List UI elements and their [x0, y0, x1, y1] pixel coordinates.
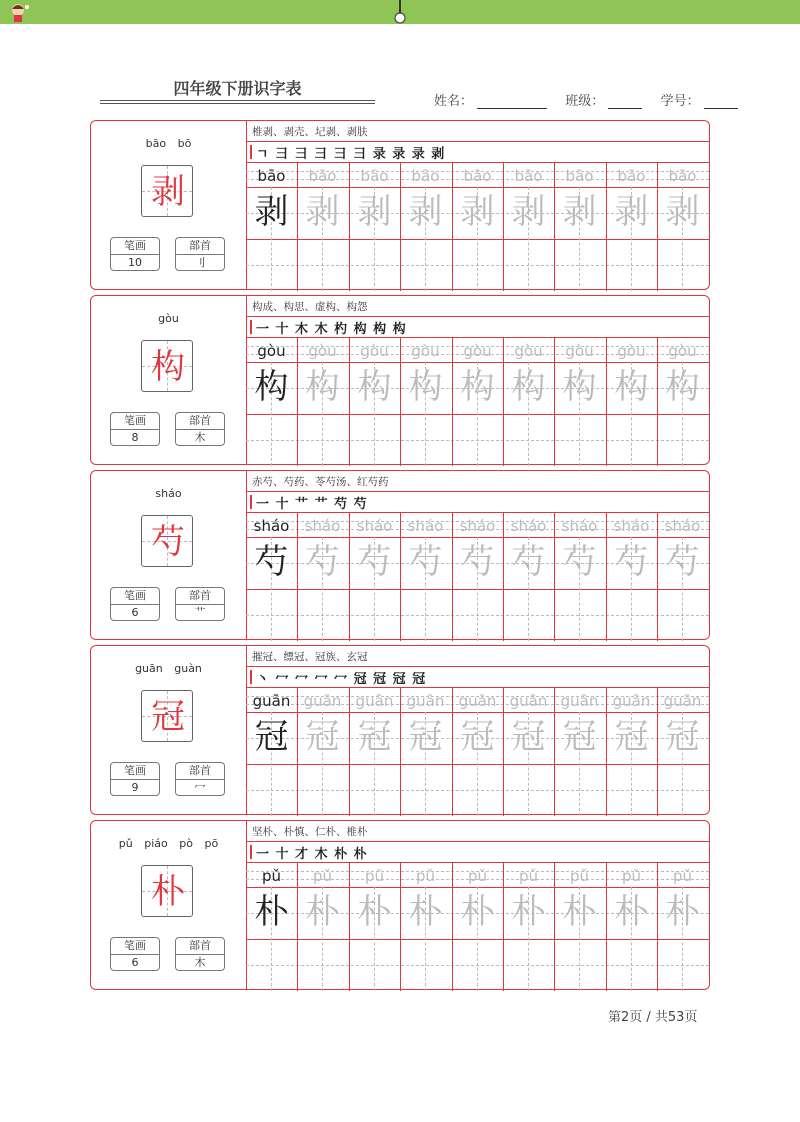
- stroke-order: 一 十 艹 艹 芍 芍: [256, 497, 368, 512]
- character-trace[interactable]: 剥: [665, 192, 700, 232]
- big-character: 芍: [151, 522, 185, 562]
- card-info-panel: [91, 646, 247, 814]
- stroke-count-value: 10: [128, 256, 142, 269]
- character-trace[interactable]: 朴: [562, 892, 597, 932]
- pinyin-trace: bāo: [668, 167, 697, 185]
- pinyin-trace: bāo: [360, 167, 389, 185]
- pinyin-trace: gòu: [308, 342, 337, 360]
- practice-panel: [246, 821, 709, 989]
- character-trace[interactable]: 剥: [460, 192, 495, 232]
- character-trace[interactable]: 芍: [614, 542, 649, 582]
- radical-label: 部首: [176, 588, 224, 605]
- radical-value: 木: [194, 956, 206, 969]
- character-model: 剥: [254, 192, 289, 232]
- class-field[interactable]: [608, 94, 642, 109]
- pinyin-trace: gòu: [617, 342, 646, 360]
- card-info-panel: [91, 296, 247, 464]
- character-trace[interactable]: 冠: [562, 717, 597, 757]
- character-trace[interactable]: 构: [460, 367, 495, 407]
- character-trace[interactable]: 芍: [357, 542, 392, 582]
- pinyin-trace: pǔ: [312, 867, 333, 885]
- row-divider: [246, 666, 709, 667]
- character-model: 朴: [254, 892, 289, 932]
- practice-panel: [246, 121, 709, 289]
- pinyin-trace: sháo: [304, 517, 341, 535]
- character-trace[interactable]: 构: [305, 367, 340, 407]
- pinyin-readings: guān guàn: [135, 662, 202, 675]
- practice-panel: [246, 296, 709, 464]
- character-trace[interactable]: 朴: [305, 892, 340, 932]
- example-words: 赤芍、芍药、苓芍汤、红芍药: [252, 476, 389, 488]
- radical-box: [175, 237, 225, 271]
- stroke-count-value: 6: [131, 956, 139, 969]
- pinyin-trace: gòu: [411, 342, 440, 360]
- character-trace[interactable]: 剥: [305, 192, 340, 232]
- character-trace[interactable]: 冠: [408, 717, 443, 757]
- pinyin-trace: gòu: [360, 342, 389, 360]
- radical-label: 部首: [176, 413, 224, 430]
- stroke-count-label: 笔画: [111, 588, 159, 605]
- stroke-count-value: 6: [131, 606, 139, 619]
- example-words: 椎剥、剥壳、圮剥、剥肤: [252, 126, 368, 138]
- student-id-field[interactable]: [704, 94, 738, 109]
- big-character: 冠: [151, 697, 185, 737]
- pinyin-trace: pǔ: [672, 867, 693, 885]
- pinyin-model: pǔ: [261, 867, 282, 885]
- title-underline: [100, 103, 375, 104]
- pinyin-trace: sháo: [407, 517, 444, 535]
- page-title: 四年级下册识字表: [173, 79, 302, 98]
- stroke-order: 一 十 才 木 朴 朴: [256, 847, 368, 862]
- pinyin-trace: sháo: [459, 517, 496, 535]
- radical-value: 刂: [194, 256, 206, 269]
- character-card: [90, 120, 710, 290]
- character-trace[interactable]: 剥: [357, 192, 392, 232]
- character-trace[interactable]: 冠: [511, 717, 546, 757]
- pinyin-trace: guān: [612, 692, 651, 710]
- pinyin-trace: guān: [663, 692, 702, 710]
- radical-label: 部首: [176, 938, 224, 955]
- stroke-count-box: [110, 412, 160, 446]
- character-trace[interactable]: 朴: [357, 892, 392, 932]
- character-card: [90, 295, 710, 465]
- pinyin-readings: bāo bō: [145, 137, 192, 150]
- pinyin-trace: sháo: [613, 517, 650, 535]
- student-id-label: 学号：: [660, 94, 700, 109]
- row-divider: [246, 141, 709, 142]
- title-underline: [100, 100, 375, 101]
- radical-box: [175, 587, 225, 621]
- pinyin-model: bāo: [257, 167, 286, 185]
- pinyin-trace: bāo: [514, 167, 543, 185]
- big-character-box: [141, 165, 193, 217]
- character-trace[interactable]: 剥: [562, 192, 597, 232]
- character-trace[interactable]: 芍: [562, 542, 597, 582]
- character-trace[interactable]: 剥: [614, 192, 649, 232]
- character-trace[interactable]: 芍: [305, 542, 340, 582]
- character-trace[interactable]: 朴: [460, 892, 495, 932]
- character-trace[interactable]: 冠: [305, 717, 340, 757]
- pinyin-trace: sháo: [561, 517, 598, 535]
- character-trace[interactable]: 朴: [511, 892, 546, 932]
- pinyin-trace: sháo: [356, 517, 393, 535]
- character-trace[interactable]: 剥: [408, 192, 443, 232]
- character-trace[interactable]: 构: [511, 367, 546, 407]
- character-trace[interactable]: 构: [408, 367, 443, 407]
- card-info-panel: [91, 471, 247, 639]
- pinyin-trace: guān: [560, 692, 599, 710]
- character-model: 冠: [254, 717, 289, 757]
- pinyin-trace: bāo: [308, 167, 337, 185]
- character-model: 构: [254, 367, 289, 407]
- pinyin-trace: pǔ: [569, 867, 590, 885]
- class-label: 班级：: [565, 94, 605, 109]
- stroke-order: ㄱ ⺕ ⺕ ⺕ 彐 彐 录 录 录 剥: [256, 147, 446, 162]
- pinyin-trace: guān: [355, 692, 394, 710]
- pinyin-trace: bāo: [411, 167, 440, 185]
- pinyin-trace: gòu: [463, 342, 492, 360]
- character-trace[interactable]: 芍: [460, 542, 495, 582]
- card-info-panel: [91, 121, 247, 289]
- pinyin-trace: pǔ: [621, 867, 642, 885]
- writing-grid: [246, 513, 709, 641]
- pinyin-trace: pǔ: [467, 867, 488, 885]
- pinyin-trace: bāo: [463, 167, 492, 185]
- pinyin-trace: guān: [303, 692, 342, 710]
- big-character: 构: [151, 347, 185, 387]
- character-trace[interactable]: 芍: [511, 542, 546, 582]
- row-divider: [246, 491, 709, 492]
- stroke-order: 丶 冖 冖 冖 冖 冠 冠 冠 冠: [256, 672, 427, 687]
- character-trace[interactable]: 芍: [408, 542, 443, 582]
- name-field[interactable]: [477, 94, 547, 109]
- stroke-count-label: 笔画: [111, 938, 159, 955]
- pinyin-trace: bāo: [565, 167, 594, 185]
- student-info: [434, 90, 738, 109]
- character-trace[interactable]: 朴: [408, 892, 443, 932]
- stroke-marker: [250, 320, 252, 334]
- stroke-count-label: 笔画: [111, 413, 159, 430]
- name-label: 姓名：: [434, 94, 474, 109]
- example-words: 构成、构思、虚构、构怨: [252, 301, 368, 313]
- character-trace[interactable]: 构: [357, 367, 392, 407]
- pinyin-readings: gòu: [158, 312, 179, 325]
- character-trace[interactable]: 构: [665, 367, 700, 407]
- pinyin-model: sháo: [253, 517, 290, 535]
- big-character-box: [141, 865, 193, 917]
- stroke-order: 一 十 木 木 杓 构 构 构: [256, 322, 407, 337]
- pinyin-trace: bāo: [617, 167, 646, 185]
- stroke-count-value: 8: [131, 431, 139, 444]
- row-divider: [246, 316, 709, 317]
- stroke-count-box: [110, 587, 160, 621]
- stroke-marker: [250, 845, 252, 859]
- character-trace[interactable]: 冠: [460, 717, 495, 757]
- radical-label: 部首: [176, 763, 224, 780]
- pinyin-trace: gòu: [668, 342, 697, 360]
- pinyin-trace: pǔ: [364, 867, 385, 885]
- pinyin-trace: sháo: [510, 517, 547, 535]
- big-character: 朴: [151, 872, 185, 912]
- radical-label: 部首: [176, 238, 224, 255]
- character-trace[interactable]: 冠: [614, 717, 649, 757]
- stroke-marker: [250, 145, 252, 159]
- card-info-panel: [91, 821, 247, 989]
- girl-mascot-icon: [6, 1, 32, 23]
- pinyin-readings: pǔ piáo pò pō: [118, 837, 219, 850]
- pinyin-trace: pǔ: [518, 867, 539, 885]
- character-card: [90, 645, 710, 815]
- pinyin-trace: guān: [406, 692, 445, 710]
- example-words: 坚朴、朴慎、仁朴、椎朴: [252, 826, 368, 838]
- big-character: 剥: [151, 172, 185, 212]
- big-character-box: [141, 690, 193, 742]
- writing-grid: [246, 338, 709, 466]
- hanger-icon: [394, 0, 406, 26]
- page-number: 第2页 / 共53页: [608, 1010, 698, 1025]
- pinyin-trace: guān: [458, 692, 497, 710]
- radical-value: 木: [194, 431, 206, 444]
- character-trace[interactable]: 朴: [665, 892, 700, 932]
- pinyin-trace: gòu: [565, 342, 594, 360]
- stroke-count-box: [110, 937, 160, 971]
- practice-panel: [246, 471, 709, 639]
- radical-box: [175, 412, 225, 446]
- radical-value: 冖: [194, 781, 206, 794]
- writing-grid: [246, 863, 709, 991]
- stroke-marker: [250, 495, 252, 509]
- pinyin-model: gòu: [257, 342, 286, 360]
- example-words: 摧冠、缥冠、冠族、玄冠: [252, 651, 368, 663]
- stroke-count-label: 笔画: [111, 763, 159, 780]
- row-divider: [246, 841, 709, 842]
- character-trace[interactable]: 剥: [511, 192, 546, 232]
- stroke-marker: [250, 670, 252, 684]
- stroke-count-box: [110, 237, 160, 271]
- character-trace[interactable]: 构: [614, 367, 649, 407]
- character-card: [90, 470, 710, 640]
- character-card: [90, 820, 710, 990]
- stroke-count-value: 9: [131, 781, 139, 794]
- pinyin-trace: pǔ: [415, 867, 436, 885]
- character-trace[interactable]: 芍: [665, 542, 700, 582]
- character-model: 芍: [254, 542, 289, 582]
- radical-box: [175, 762, 225, 796]
- pinyin-trace: sháo: [664, 517, 701, 535]
- big-character-box: [141, 515, 193, 567]
- stroke-count-label: 笔画: [111, 238, 159, 255]
- top-banner: [0, 0, 800, 24]
- writing-grid: [246, 163, 709, 291]
- pinyin-trace: gòu: [514, 342, 543, 360]
- pinyin-trace: guān: [509, 692, 548, 710]
- big-character-box: [141, 340, 193, 392]
- character-trace[interactable]: 冠: [665, 717, 700, 757]
- stroke-count-box: [110, 762, 160, 796]
- pinyin-readings: sháo: [155, 487, 182, 500]
- character-trace[interactable]: 冠: [357, 717, 392, 757]
- practice-panel: [246, 646, 709, 814]
- pinyin-model: guān: [252, 692, 291, 710]
- radical-value: 艹: [194, 606, 206, 619]
- character-trace[interactable]: 朴: [614, 892, 649, 932]
- radical-box: [175, 937, 225, 971]
- writing-grid: [246, 688, 709, 816]
- character-trace[interactable]: 构: [562, 367, 597, 407]
